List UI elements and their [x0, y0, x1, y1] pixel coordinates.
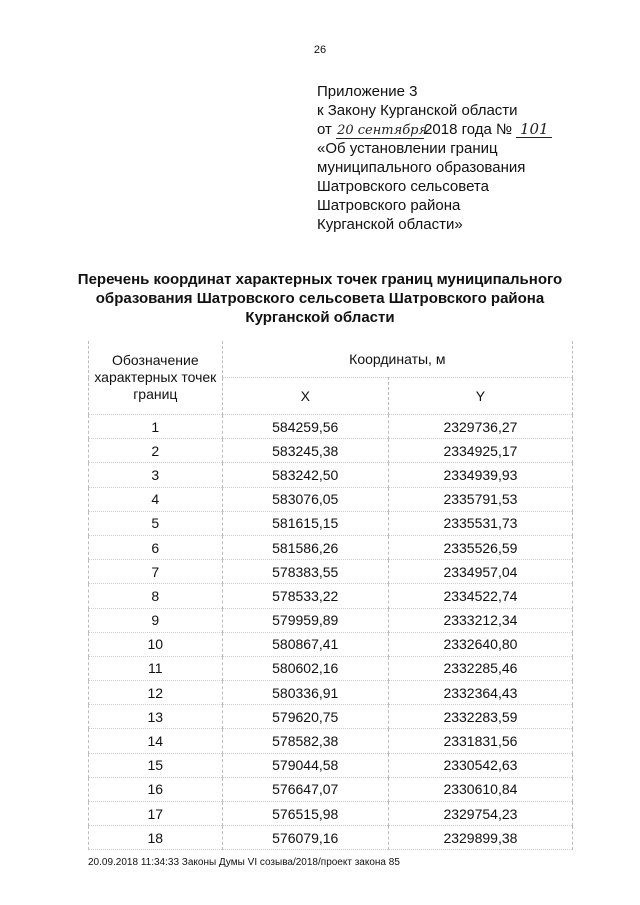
- document-title: [60, 270, 580, 327]
- table-row: [89, 777, 573, 801]
- header-designation: Обозначение характерных точек границ: [89, 341, 223, 415]
- coordinates-table: [88, 341, 573, 850]
- appendix-date-line: [317, 120, 552, 139]
- page-number: 26: [313, 44, 327, 56]
- header-y: Y: [388, 378, 572, 415]
- point-number-cell: 1: [89, 415, 223, 439]
- table-row: [89, 826, 573, 850]
- y-coordinate-cell: 2335526,59: [388, 535, 572, 559]
- point-number-cell: 11: [89, 656, 223, 680]
- y-coordinate-cell: 2332364,43: [388, 681, 572, 705]
- x-coordinate-cell: 576079,16: [222, 826, 388, 850]
- y-coordinate-cell: 2332283,59: [388, 705, 572, 729]
- y-coordinate-cell: 2334925,17: [388, 439, 572, 463]
- y-coordinate-cell: 2334939,93: [388, 463, 572, 487]
- table-row: [89, 729, 573, 753]
- date-suffix: 2018 года №: [424, 121, 513, 138]
- y-coordinate-cell: 2329736,27: [388, 415, 572, 439]
- point-number-cell: 8: [89, 584, 223, 608]
- point-number-cell: 12: [89, 681, 223, 705]
- point-number-cell: 16: [89, 777, 223, 801]
- table-row: [89, 439, 573, 463]
- x-coordinate-cell: 579620,75: [222, 705, 388, 729]
- point-number-cell: 10: [89, 632, 223, 656]
- x-coordinate-cell: 583076,05: [222, 487, 388, 511]
- handwritten-law-number: 101: [516, 122, 552, 138]
- x-coordinate-cell: 584259,56: [222, 415, 388, 439]
- y-coordinate-cell: 2335791,53: [388, 487, 572, 511]
- point-number-cell: 7: [89, 560, 223, 584]
- x-coordinate-cell: 580602,16: [222, 656, 388, 680]
- point-number-cell: 3: [89, 463, 223, 487]
- x-coordinate-cell: 576515,98: [222, 802, 388, 826]
- x-coordinate-cell: 578533,22: [222, 584, 388, 608]
- point-number-cell: 13: [89, 705, 223, 729]
- x-coordinate-cell: 581586,26: [222, 535, 388, 559]
- x-coordinate-cell: 579959,89: [222, 608, 388, 632]
- title-line: Перечень координат характерных точек границ муниципального: [77, 271, 563, 288]
- table-row: [89, 802, 573, 826]
- y-coordinate-cell: 2331831,56: [388, 729, 572, 753]
- table-row: [89, 560, 573, 584]
- x-coordinate-cell: 580336,91: [222, 681, 388, 705]
- table-row: [89, 608, 573, 632]
- y-coordinate-cell: 2330610,84: [388, 777, 572, 801]
- y-coordinate-cell: 2335531,73: [388, 511, 572, 535]
- table-row: [89, 415, 573, 439]
- table-row: [89, 584, 573, 608]
- point-number-cell: 17: [89, 802, 223, 826]
- appendix-line: «Об установлении границ: [317, 140, 498, 157]
- y-coordinate-cell: 2332640,80: [388, 632, 572, 656]
- y-coordinate-cell: 2329754,23: [388, 802, 572, 826]
- y-coordinate-cell: 2334522,74: [388, 584, 572, 608]
- x-coordinate-cell: 579044,58: [222, 753, 388, 777]
- table-row: [89, 535, 573, 559]
- point-number-cell: 15: [89, 753, 223, 777]
- appendix-line: муниципального образования: [317, 159, 526, 176]
- x-coordinate-cell: 576647,07: [222, 777, 388, 801]
- table-row: [89, 705, 573, 729]
- table-row: [89, 656, 573, 680]
- x-coordinate-cell: 580867,41: [222, 632, 388, 656]
- point-number-cell: 6: [89, 535, 223, 559]
- y-coordinate-cell: 2330542,63: [388, 753, 572, 777]
- handwritten-date: 20 сентября: [337, 123, 428, 138]
- point-number-cell: 4: [89, 487, 223, 511]
- appendix-line: Шатровского сельсовета: [317, 178, 489, 195]
- y-coordinate-cell: 2333212,34: [388, 608, 572, 632]
- point-number-cell: 9: [89, 608, 223, 632]
- appendix-line: Шатровского района: [317, 197, 461, 214]
- appendix-line: Курганской области»: [317, 216, 463, 233]
- x-coordinate-cell: 581615,15: [222, 511, 388, 535]
- x-coordinate-cell: 578582,38: [222, 729, 388, 753]
- header-coordinates: Координаты, м: [222, 341, 572, 378]
- table-row: [89, 753, 573, 777]
- y-coordinate-cell: 2334957,04: [388, 560, 572, 584]
- title-line: Курганской области: [245, 309, 395, 326]
- y-coordinate-cell: 2329899,38: [388, 826, 572, 850]
- title-line: образования Шатровского сельсовета Шатровского района: [95, 290, 545, 307]
- x-coordinate-cell: 583245,38: [222, 439, 388, 463]
- appendix-line: к Закону Курганской области: [317, 102, 518, 119]
- footer-text: 20.09.2018 11:34:33 Законы Думы VI созыва/2018/проект закона 85: [88, 857, 400, 868]
- table-row: [89, 463, 573, 487]
- date-prefix: от: [317, 121, 332, 138]
- point-number-cell: 18: [89, 826, 223, 850]
- appendix-block: [317, 82, 552, 234]
- table-row: [89, 681, 573, 705]
- y-coordinate-cell: 2332285,46: [388, 656, 572, 680]
- point-number-cell: 2: [89, 439, 223, 463]
- point-number-cell: 14: [89, 729, 223, 753]
- table-row: [89, 487, 573, 511]
- appendix-line: Приложение 3: [317, 83, 418, 100]
- point-number-cell: 5: [89, 511, 223, 535]
- x-coordinate-cell: 583242,50: [222, 463, 388, 487]
- table-row: [89, 632, 573, 656]
- table-row: [89, 511, 573, 535]
- x-coordinate-cell: 578383,55: [222, 560, 388, 584]
- header-x: X: [222, 378, 388, 415]
